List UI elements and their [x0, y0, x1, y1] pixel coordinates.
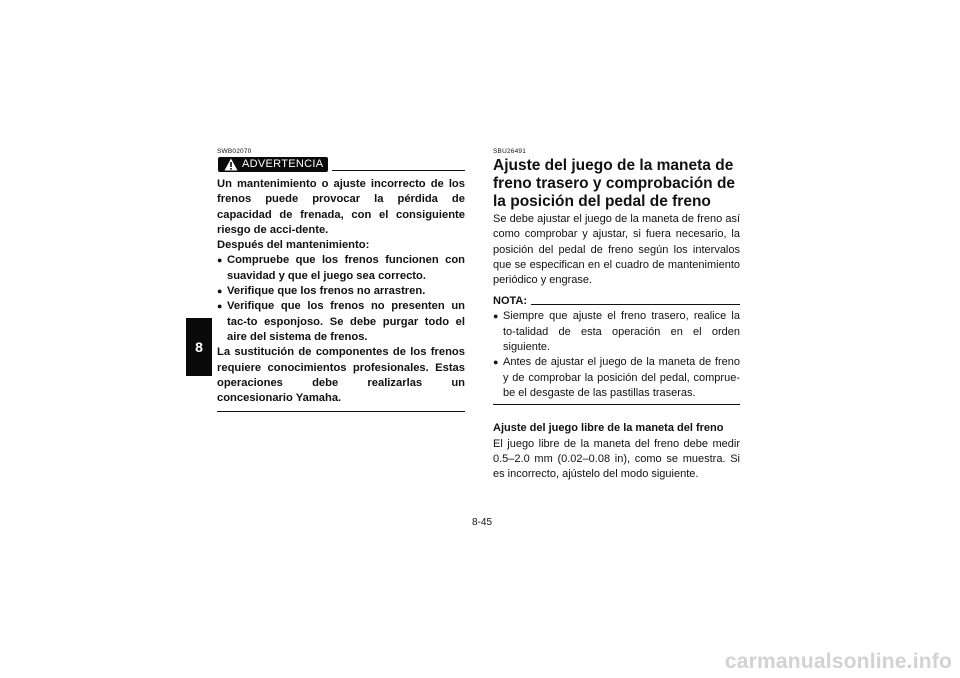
- warning-bullet-text: Compruebe que los frenos funcionen con suavidad y que el juego sea correcto.: [227, 254, 465, 282]
- note-bullet-text: Antes de ajustar el juego de la maneta de freno y de comprobar la posición del pedal, comprue-be el desgaste de las pastillas traseras.: [503, 356, 740, 399]
- note-bullet-text: Siempre que ajuste el freno trasero, realice la to-talidad de esta operación en el orden siguiente.: [503, 310, 740, 354]
- warning-body: [217, 177, 465, 406]
- bullet-dot-icon: ●: [217, 255, 223, 266]
- warning-triangle-icon: [224, 158, 238, 171]
- note-bullet: [493, 355, 740, 401]
- bullet-dot-icon: ●: [493, 357, 499, 368]
- subsection-body: El juego libre de la maneta del freno debe medir 0.5–2.0 mm (0.02–0.08 in), como se muestra. Si es incorrecto, ajústelo del modo siguiente.: [493, 437, 740, 481]
- warning-closing: La sustitución de componentes de los frenos requiere conocimientos profesionales. Estas operaciones debe realizarlas un concesionario Yamaha.: [217, 346, 465, 405]
- bullet-dot-icon: ●: [493, 311, 499, 322]
- warning-label: ADVERTENCIA: [242, 158, 324, 170]
- section-body: Se debe ajustar el juego de la maneta de freno así como comprobar y ajustar, si fuera necesario, la posición del pedal de freno según los intervalos que se especifican en el cuadro de mantenimiento periódico y engrase.: [493, 213, 740, 287]
- chapter-tab: 8: [186, 318, 212, 376]
- subsection-heading: Ajuste del juego libre de la maneta del freno: [493, 422, 724, 435]
- warning-intro: Un mantenimiento o ajuste incorrecto de los frenos puede provocar la pérdida de capacidad de frenada, con el consiguiente riesgo de acci-dente.: [217, 178, 465, 236]
- warning-bullet: [217, 253, 465, 284]
- watermark: carmanualsonline.info: [724, 650, 952, 673]
- note-label: NOTA:: [493, 295, 528, 308]
- warning-code: SWB02070: [217, 148, 252, 155]
- note-header: [493, 294, 740, 308]
- warning-bullet-text: Verifique que los frenos no presenten un tac-to esponjoso. Se debe purgar todo el aire del sistema de frenos.: [227, 300, 465, 343]
- warning-badge: [218, 157, 328, 172]
- bullet-dot-icon: ●: [217, 301, 223, 312]
- page-number: 8-45: [471, 517, 492, 528]
- section-code: SBU26491: [493, 148, 527, 155]
- warning-column: [217, 148, 465, 412]
- note-header-rule: [531, 304, 740, 305]
- note-body: [493, 309, 740, 401]
- note-bullet: [493, 309, 740, 355]
- warning-header: [217, 157, 465, 173]
- warning-after-heading: Después del mantenimiento:: [217, 239, 370, 252]
- warning-bullet: [217, 284, 465, 299]
- note-bottom-rule: [493, 404, 740, 405]
- section-title: Ajuste del juego de la maneta de freno trasero y comprobación de la posición del pedal de freno: [493, 157, 736, 210]
- warning-bullet: [217, 299, 465, 345]
- section-column: [493, 148, 740, 482]
- warning-bullet-text: Verifique que los frenos no arrastren.: [227, 285, 426, 298]
- warning-bottom-rule: [217, 411, 465, 412]
- warning-header-rule: [332, 170, 465, 171]
- bullet-dot-icon: ●: [217, 286, 223, 297]
